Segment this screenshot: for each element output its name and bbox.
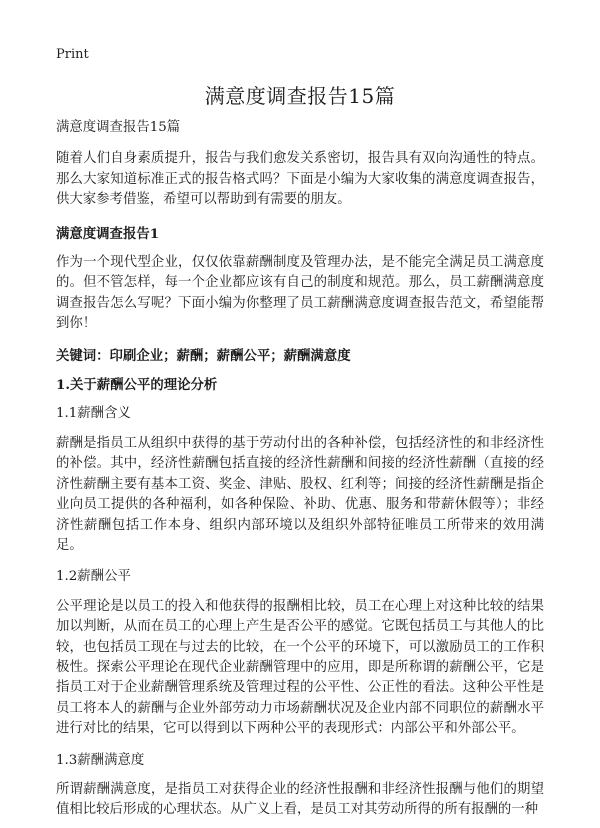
keywords-line: 关键词：印刷企业；薪酬；薪酬公平；薪酬满意度 <box>56 347 351 364</box>
paragraph-compensation-meaning: 薪酬是指员工从组织中获得的基于劳动付出的各种补偿，包括经济性的和非经济性的补偿。其中，经济性薪酬包括直接的经济性薪酬和间接的经济性薪酬（直接的经济性薪酬主要有基本工资、奖金、津贴、股权、红利等；间接的经济性薪酬是指企业向员工提供的各种福利，如各种保险、补助、优惠、服务和带薪休假等）；非经济性薪酬包括工作本身、组织内部环境以及组织外部特征唯员工所带来的效用满足。 <box>56 435 544 553</box>
section-heading-report-1: 满意度调查报告1 <box>56 225 160 242</box>
paragraph-compensation-satisfaction: 所谓薪酬满意度，是指员工对获得企业的经济性报酬和非经济性报酬与他们的期望值相比较后形成的心理状态。从广义上看，是员工对其劳动所得的所有报酬的一种 <box>56 781 544 818</box>
print-link[interactable]: Print <box>56 47 89 62</box>
document-subtitle: 满意度调查报告15篇 <box>56 120 181 135</box>
paragraph-compensation-fairness: 公平理论是以员工的投入和他获得的报酬相比较，员工在心理上对这种比较的结果加以判断，从而在员工的心理上产生是否公平的感觉。它既包括员工与其他人的比较，也包括员工现在与过去的比较，在一个公平的环境下，可以激励员工的工作积极性。探索公平理论在现代企业薪酬管理中的应用，即是所称谓的薪酬公平，它是指员工对于企业薪酬管理系统及管理过程的公平性、公正性的看法。这种公平性是员工将本人的薪酬与企业外部劳动力市场薪酬状况及企业内部不同职位的薪酬水平进行对比的结果，它可以得到以下两种公平的表现形式：内部公平和外部公平。 <box>56 598 544 737</box>
document-body <box>56 118 544 828</box>
page-title: 满意度调查报告15篇 <box>204 84 396 108</box>
heading-compensation-fairness: 1.2薪酬公平 <box>56 569 131 585</box>
heading-compensation-satisfaction: 1.3薪酬满意度 <box>56 752 145 768</box>
intro-paragraph: 随着人们自身素质提升，报告与我们愈发关系密切，报告具有双向沟通性的特点。那么大家知道标准正式的报告格式吗？下面是小编为大家收集的满意度调查报告，供大家参考借鉴，希望可以帮助到有需要的朋友。 <box>56 151 544 208</box>
heading-fairness-theory: 1.关于薪酬公平的理论分析 <box>56 377 218 394</box>
section-1-paragraph: 作为一个现代型企业，仅仅依靠薪酬制度及管理办法，是不能完全满足员工满意度的。但不管怎样，每一个企业都应该有自己的制度和规范。那么，员工薪酬满意度调查报告怎么写呢？下面小编为你整理了员工薪酬满意度调查报告范文，希望能帮到你！ <box>56 255 544 332</box>
heading-compensation-meaning: 1.1薪酬含义 <box>56 406 131 422</box>
